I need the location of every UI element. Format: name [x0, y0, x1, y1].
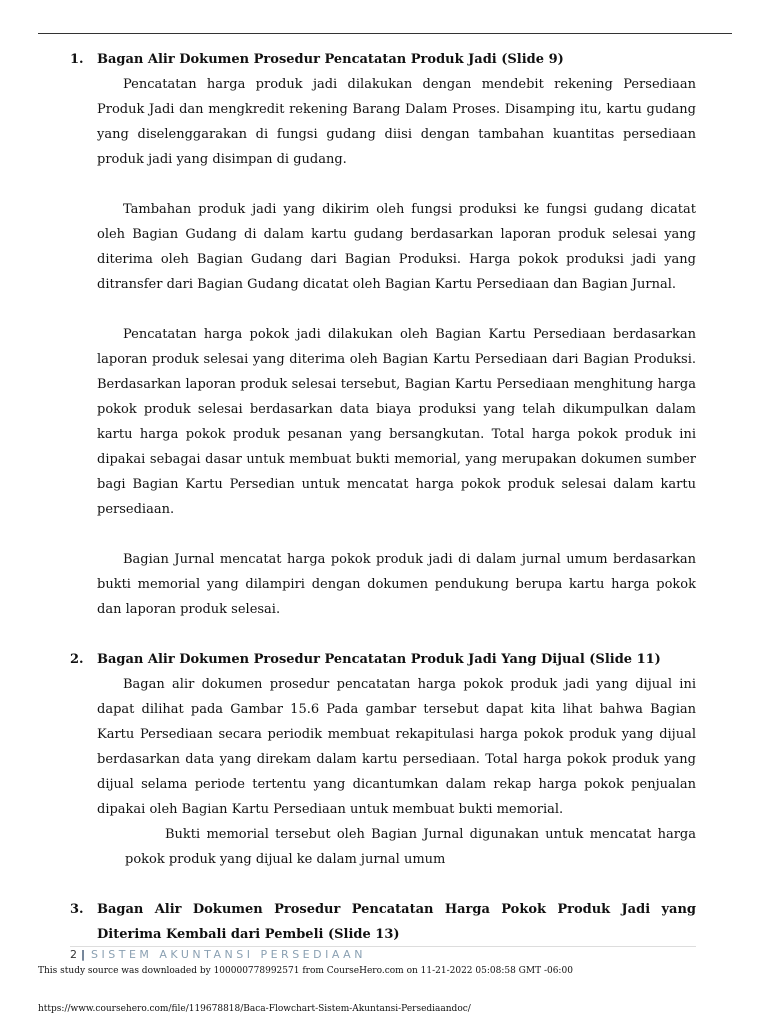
paragraph: Bukti memorial tersebut oleh Bagian Jurnal digunakan untuk mencatat harga pokok produk yang dijual ke dalam jurnal umum — [125, 827, 696, 867]
page-footer — [70, 948, 696, 961]
paragraph: Bagan alir dokumen prosedur pencatatan harga pokok produk jadi yang dijual ini dapat dilihat pada Gambar 15.6 Pada gambar tersebut dapat kita lihat bahwa Bagian Kartu Persediaan secara periodik membuat rekapitulasi harga pokok produk yang dijual berdasarkan data yang direkam dalam kartu persediaan. Total harga pokok produk yang dijual selama periode tertentu yang dicantumkan dalam rekap harga pokok penjualan dipakai oleh Bagian Kartu Persediaan untuk membuat bukti memorial. — [97, 677, 696, 817]
section-number: 2. — [70, 652, 84, 667]
section-heading — [70, 897, 696, 947]
paragraph: Tambahan produk jadi yang dikirim oleh fungsi produksi ke fungsi gudang dicatat oleh Bagian Gudang di dalam kartu gudang berdasarkan laporan produk selesai yang diterima oleh Bagian Gudang dari Bagian Produksi. Harga pokok produksi jadi yang ditransfer dari Bagian Gudang dicatat oleh Bagian Kartu Persediaan dan Bagian Jurnal. — [97, 202, 696, 292]
section-heading — [70, 47, 696, 72]
top-rule — [38, 33, 732, 34]
download-note: This study source was downloaded by 100000778992571 from CourseHero.com on 11-21-2022 05:08:58 GMT -06:00 — [38, 966, 573, 976]
section-1 — [70, 47, 696, 622]
section-3 — [70, 897, 696, 947]
paragraph: Pencatatan harga pokok jadi dilakukan oleh Bagian Kartu Persediaan berdasarkan laporan produk selesai yang diterima oleh Bagian Kartu Persediaan dari Bagian Produksi. Berdasarkan laporan produk selesai tersebut, Bagian Kartu Persediaan menghitung harga pokok produk selesai berdasarkan data biaya produksi yang telah dikumpulkan dalam kartu harga pokok produk pesanan yang bersangkutan. Total harga pokok produk ini dipakai sebagai dasar untuk membuat bukti memorial, yang merupakan dokumen sumber bagi Bagian Kartu Persedian untuk mencatat harga pokok produk selesai dalam kartu persediaan. — [97, 327, 696, 517]
source-url: https://www.coursehero.com/file/119678818/Baca-Flowchart-Sistem-Akuntansi-Persediaandoc/ — [38, 1004, 471, 1014]
section-title: Bagan Alir Dokumen Prosedur Pencatatan Produk Jadi Yang Dijual (Slide 11) — [97, 652, 661, 667]
page-number: 2 — [70, 948, 77, 961]
document-body — [70, 47, 696, 947]
section-title: Bagan Alir Dokumen Prosedur Pencatatan Harga Pokok Produk Jadi yang Diterima Kembali dari Pembeli (Slide 13) — [97, 902, 696, 942]
footer-separator: | — [81, 948, 86, 961]
section-heading — [70, 647, 696, 672]
section-2 — [70, 647, 696, 872]
section-number: 1. — [70, 52, 84, 67]
paragraph: Pencatatan harga produk jadi dilakukan dengan mendebit rekening Persediaan Produk Jadi dan mengkredit rekening Barang Dalam Proses. Disamping itu, kartu gudang yang diselenggarakan di fungsi gudang diisi dengan tambahan kuantitas persediaan produk jadi yang disimpan di gudang. — [97, 77, 696, 167]
paragraph: Bagian Jurnal mencatat harga pokok produk jadi di dalam jurnal umum berdasarkan bukti memorial yang dilampiri dengan dokumen pendukung berupa kartu harga pokok dan laporan produk selesai. — [97, 552, 696, 617]
footer-label: SISTEM AKUNTANSI PERSEDIAAN — [91, 948, 366, 961]
section-title: Bagan Alir Dokumen Prosedur Pencatatan Produk Jadi (Slide 9) — [97, 52, 564, 67]
section-number: 3. — [70, 902, 84, 917]
footer-rule — [70, 946, 696, 947]
